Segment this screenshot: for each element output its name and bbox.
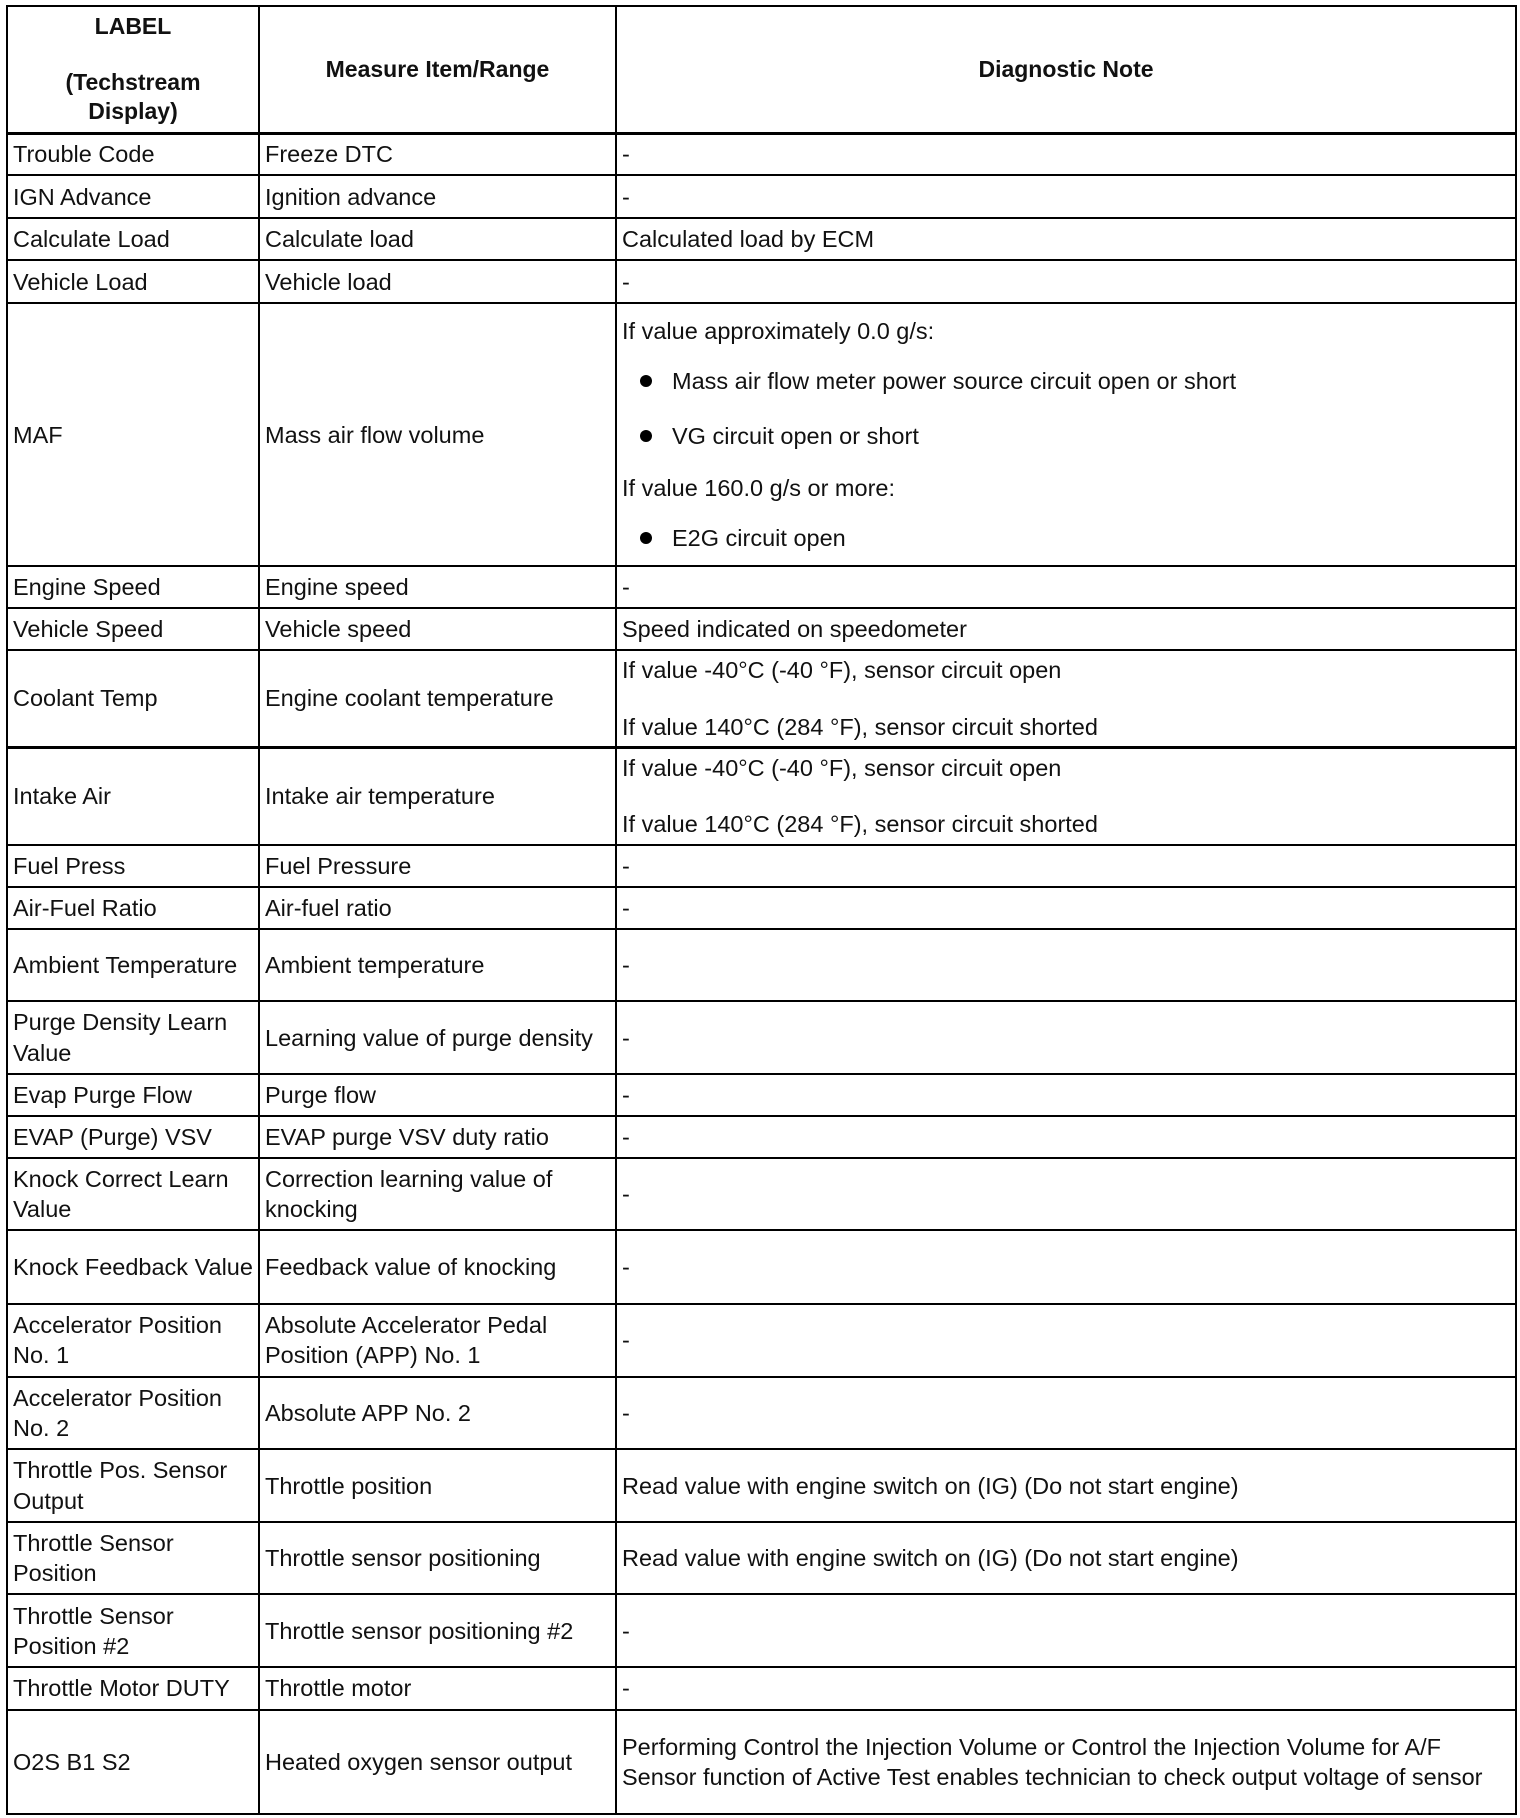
table-row [7,1449,1516,1522]
row-label: Accelerator Position No. 1 [7,1304,259,1377]
note-paragraph: If value 140°C (284 °F), sensor circuit shorted [622,811,1098,838]
row-measure: Correction learning value of knocking [259,1158,616,1230]
row-note: Read value with engine switch on (IG) (Do not start engine) [616,1449,1516,1522]
row-label: Ambient Temperature [7,929,259,1001]
row-note: Calculated load by ECM [616,218,1516,260]
table-row [7,303,1516,566]
row-note: - [616,1001,1516,1074]
table-row [7,650,1516,747]
row-measure: Fuel Pressure [259,845,616,887]
row-measure: Absolute APP No. 2 [259,1377,616,1449]
table-row [7,1001,1516,1074]
row-label: Fuel Press [7,845,259,887]
row-measure: Intake air temperature [259,747,616,844]
row-note [616,303,1516,566]
bullet-list [622,366,1510,451]
row-label: Trouble Code [7,133,259,175]
table-row [7,887,1516,929]
table-row [7,1522,1516,1594]
row-label: Vehicle Speed [7,608,259,650]
table-row [7,1074,1516,1116]
row-measure: Throttle motor [259,1667,616,1709]
row-label: O2S B1 S2 [7,1710,259,1814]
row-measure: Engine speed [259,566,616,608]
header-label-line3: Display) [88,97,178,124]
table-row [7,1377,1516,1449]
row-measure: Air-fuel ratio [259,887,616,929]
row-label: Throttle Sensor Position [7,1522,259,1594]
table-row [7,1667,1516,1709]
table-row [7,1116,1516,1158]
row-note: - [616,845,1516,887]
row-note: - [616,1594,1516,1667]
row-note: - [616,1074,1516,1116]
row-note: - [616,1230,1516,1303]
table-row [7,1594,1516,1667]
row-label: Knock Feedback Value [7,1230,259,1303]
row-measure: Vehicle speed [259,608,616,650]
row-label: Knock Correct Learn Value [7,1158,259,1230]
header-label [7,6,259,133]
row-measure: Throttle sensor positioning #2 [259,1594,616,1667]
row-measure: Ignition advance [259,175,616,218]
table-row [7,1304,1516,1377]
header-label-line1: LABEL [94,13,172,40]
row-label: Throttle Motor DUTY [7,1667,259,1709]
row-label: Purge Density Learn Value [7,1001,259,1074]
row-note: Performing Control the Injection Volume or Control the Injection Volume for A/F Sensor function of Active Test enables technician to check output voltage of sensor [616,1710,1516,1814]
row-note: - [616,133,1516,175]
bullet-item: Mass air flow meter power source circuit open or short [622,366,1510,396]
row-label: Evap Purge Flow [7,1074,259,1116]
table-row [7,260,1516,303]
header-note: Diagnostic Note [616,6,1516,133]
table-row [7,1158,1516,1230]
header-label-line2: (Techstream [65,68,201,95]
row-measure: Vehicle load [259,260,616,303]
row-label: Throttle Sensor Position #2 [7,1594,259,1667]
table-row [7,1710,1516,1814]
table-row [7,175,1516,218]
bullet-item: E2G circuit open [622,523,1510,553]
row-measure: Ambient temperature [259,929,616,1001]
table-row [7,608,1516,650]
row-note: - [616,1304,1516,1377]
note-paragraph: If value -40°C (-40 °F), sensor circuit open [622,657,1062,684]
row-measure: Feedback value of knocking [259,1230,616,1303]
row-label: Calculate Load [7,218,259,260]
row-label: EVAP (Purge) VSV [7,1116,259,1158]
row-note: - [616,175,1516,218]
row-measure: Engine coolant temperature [259,650,616,747]
bullet-item: VG circuit open or short [622,421,1510,451]
header-measure: Measure Item/Range [259,6,616,133]
row-label: Vehicle Load [7,260,259,303]
note-paragraph: If value -40°C (-40 °F), sensor circuit open [622,755,1062,782]
bullet-list [622,523,1510,553]
row-measure: Learning value of purge density [259,1001,616,1074]
row-measure: Absolute Accelerator Pedal Position (APP) No. 1 [259,1304,616,1377]
table-row [7,929,1516,1001]
diagnostic-data-table [6,5,1517,1815]
table-row [7,1230,1516,1303]
row-measure: Throttle sensor positioning [259,1522,616,1594]
row-note: Speed indicated on speedometer [616,608,1516,650]
row-label: Engine Speed [7,566,259,608]
row-label: IGN Advance [7,175,259,218]
row-measure: Mass air flow volume [259,303,616,566]
row-note: Read value with engine switch on (IG) (Do not start engine) [616,1522,1516,1594]
row-label: Intake Air [7,747,259,844]
table-row [7,747,1516,844]
row-note: - [616,1377,1516,1449]
row-measure: Heated oxygen sensor output [259,1710,616,1814]
row-note [616,650,1516,747]
row-note [616,747,1516,844]
row-note: - [616,1158,1516,1230]
table-row [7,566,1516,608]
table-row [7,133,1516,175]
table-row [7,218,1516,260]
row-note: - [616,887,1516,929]
row-label: Throttle Pos. Sensor Output [7,1449,259,1522]
row-label: Coolant Temp [7,650,259,747]
note-paragraph: If value approximately 0.0 g/s: [622,317,935,344]
row-measure: Freeze DTC [259,133,616,175]
row-note: - [616,1116,1516,1158]
row-label: Air-Fuel Ratio [7,887,259,929]
header-row [7,6,1516,133]
row-measure: Calculate load [259,218,616,260]
row-measure: Throttle position [259,1449,616,1522]
row-note: - [616,929,1516,1001]
row-measure: Purge flow [259,1074,616,1116]
table-row [7,845,1516,887]
row-label: Accelerator Position No. 2 [7,1377,259,1449]
note-paragraph: If value 160.0 g/s or more: [622,475,896,502]
row-note: - [616,1667,1516,1709]
row-label: MAF [7,303,259,566]
row-measure: EVAP purge VSV duty ratio [259,1116,616,1158]
row-note: - [616,260,1516,303]
note-paragraph: If value 140°C (284 °F), sensor circuit shorted [622,713,1098,740]
row-note: - [616,566,1516,608]
